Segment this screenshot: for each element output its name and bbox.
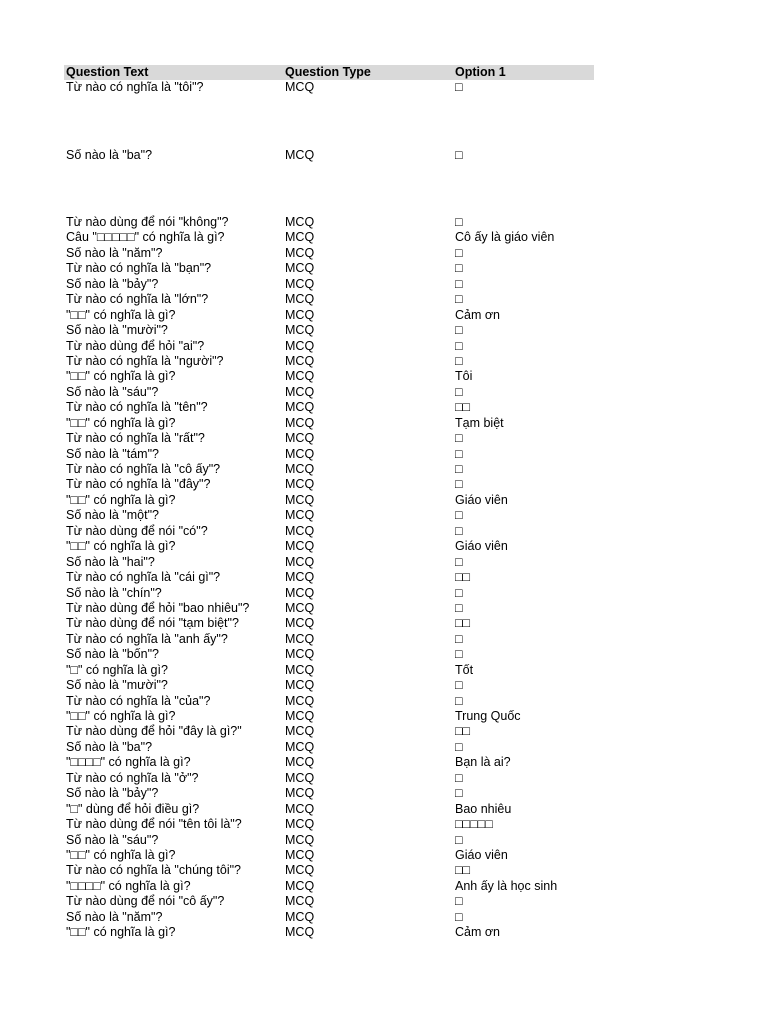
table-row — [64, 339, 594, 354]
option-1-cell: Bao nhiêu — [455, 801, 512, 816]
question-type-cell: MCQ — [285, 925, 315, 940]
table-row — [64, 833, 594, 848]
option-1-cell: □□ — [455, 724, 471, 739]
table-row — [64, 323, 594, 338]
table-row — [64, 863, 594, 878]
table-row — [64, 539, 594, 554]
question-text-cell: Từ nào dùng để nói "cô ấy"? — [66, 894, 225, 909]
question-type-cell: MCQ — [285, 585, 315, 600]
option-1-cell: Giáo viên — [455, 492, 508, 507]
question-text-cell: Số nào là "sáu"? — [66, 384, 159, 399]
question-text-cell: Số nào là "bảy"? — [66, 276, 159, 291]
question-type-cell: MCQ — [285, 292, 315, 307]
option-1-cell: □ — [455, 147, 463, 162]
question-type-cell: MCQ — [285, 353, 315, 368]
option-1-cell: □ — [455, 739, 463, 754]
question-text-cell: Số nào là "tám"? — [66, 446, 159, 461]
question-text-cell: Từ nào dùng để hỏi "ai"? — [66, 338, 205, 353]
question-text-cell: "□□" có nghĩa là gì? — [66, 307, 176, 322]
table-row — [64, 354, 594, 369]
question-text-cell: Từ nào dùng để hỏi "đây là gì?" — [66, 724, 242, 739]
option-1-cell: Tạm biệt — [455, 415, 504, 430]
question-text-cell: Từ nào có nghĩa là "ở"? — [66, 770, 199, 785]
question-type-cell: MCQ — [285, 570, 315, 585]
table-row — [64, 925, 594, 940]
question-type-cell: MCQ — [285, 786, 315, 801]
option-1-cell: Tốt — [455, 662, 474, 677]
option-1-cell: Giáo viên — [455, 539, 508, 554]
question-type-cell: MCQ — [285, 384, 315, 399]
question-type-cell: MCQ — [285, 477, 315, 492]
question-type-cell: MCQ — [285, 709, 315, 723]
option-1-cell: □ — [455, 508, 463, 523]
option-1-cell: □ — [455, 770, 463, 785]
table-row — [64, 740, 594, 755]
question-text-cell: Từ nào có nghĩa là "lớn"? — [66, 292, 209, 307]
question-type-cell: MCQ — [285, 431, 315, 446]
table-row — [64, 724, 594, 739]
table-row — [64, 647, 594, 662]
option-1-cell: □ — [455, 647, 463, 662]
option-1-cell: □ — [455, 894, 463, 909]
question-type-cell: MCQ — [285, 801, 315, 816]
table-row — [64, 400, 594, 415]
question-text-cell: "□□" có nghĩa là gì? — [66, 925, 176, 940]
question-type-cell: MCQ — [285, 307, 315, 322]
option-1-cell: □ — [455, 786, 463, 801]
table-row — [64, 385, 594, 400]
question-text-cell: Từ nào dùng để nói "có"? — [66, 523, 208, 538]
table-row — [64, 848, 594, 863]
table-row — [64, 570, 594, 585]
table-row — [64, 508, 594, 523]
question-text-cell: Số nào là "ba"? — [66, 147, 153, 162]
option-1-cell: □ — [455, 446, 463, 461]
question-text-cell: Số nào là "chín"? — [66, 585, 162, 600]
question-type-cell: MCQ — [285, 600, 315, 615]
table-row — [64, 277, 594, 292]
table-row — [64, 369, 594, 384]
option-1-cell: □ — [455, 631, 463, 646]
option-1-cell: Bạn là ai? — [455, 755, 511, 770]
header-option-1: Option 1 — [455, 65, 506, 79]
question-type-cell: MCQ — [285, 894, 315, 909]
table-row — [64, 879, 594, 894]
option-1-cell: □ — [455, 80, 463, 94]
question-type-cell: MCQ — [285, 554, 315, 569]
question-type-cell: MCQ — [285, 230, 315, 245]
option-1-cell: Giáo viên — [455, 847, 508, 862]
question-text-cell: Từ nào có nghĩa là "tôi"? — [66, 80, 204, 94]
spreadsheet — [64, 65, 594, 941]
table-row — [64, 616, 594, 631]
question-text-cell: Từ nào có nghĩa là "cái gì"? — [66, 570, 221, 585]
table-row — [64, 601, 594, 616]
question-type-cell: MCQ — [285, 847, 315, 862]
table-row — [64, 694, 594, 709]
option-1-cell: □ — [455, 245, 463, 260]
table-row — [64, 462, 594, 477]
question-type-cell: MCQ — [285, 369, 315, 384]
option-1-cell: □ — [455, 909, 463, 924]
option-1-cell: □ — [455, 523, 463, 538]
header-row — [64, 65, 594, 80]
option-1-cell: □ — [455, 693, 463, 708]
table-row — [64, 148, 594, 216]
question-type-cell: MCQ — [285, 446, 315, 461]
option-1-cell: □□ — [455, 570, 471, 585]
option-1-cell: □□ — [455, 863, 471, 878]
question-text-cell: Từ nào có nghĩa là "cô ấy"? — [66, 462, 221, 476]
option-1-cell: □□□□□ — [455, 817, 493, 832]
option-1-cell: □ — [455, 554, 463, 569]
question-type-cell: MCQ — [285, 770, 315, 785]
table-row — [64, 910, 594, 925]
question-type-cell: MCQ — [285, 323, 315, 338]
table-row — [64, 786, 594, 801]
question-text-cell: "□□" có nghĩa là gì? — [66, 369, 176, 384]
table-row — [64, 555, 594, 570]
option-1-cell: □ — [455, 585, 463, 600]
question-type-cell: MCQ — [285, 678, 315, 693]
question-type-cell: MCQ — [285, 631, 315, 646]
question-text-cell: Từ nào dùng để nói "tạm biệt"? — [66, 616, 239, 631]
question-type-cell: MCQ — [285, 415, 315, 430]
table-row — [64, 755, 594, 770]
question-type-cell: MCQ — [285, 616, 315, 631]
option-1-cell: □ — [455, 431, 463, 446]
question-text-cell: Từ nào có nghĩa là "chúng tôi"? — [66, 863, 241, 878]
table-row — [64, 308, 594, 323]
option-1-cell: □ — [455, 261, 463, 276]
table-row — [64, 431, 594, 446]
option-1-cell: □ — [455, 292, 463, 307]
question-text-cell: Từ nào dùng để nói "không"? — [66, 215, 229, 229]
header-question-type: Question Type — [285, 65, 371, 79]
question-type-cell: MCQ — [285, 523, 315, 538]
question-text-cell: "□" có nghĩa là gì? — [66, 662, 168, 677]
question-type-cell: MCQ — [285, 400, 315, 415]
option-1-cell: □□ — [455, 616, 471, 631]
question-type-cell: MCQ — [285, 215, 315, 229]
question-text-cell: "□□" có nghĩa là gì? — [66, 415, 176, 430]
question-text-cell: Số nào là "hai"? — [66, 554, 155, 569]
table-row — [64, 524, 594, 539]
option-1-cell: □ — [455, 323, 463, 338]
table-row — [64, 632, 594, 647]
question-text-cell: "□□" có nghĩa là gì? — [66, 492, 176, 507]
option-1-cell: Cô ấy là giáo viên — [455, 230, 555, 245]
option-1-cell: Trung Quốc — [455, 709, 521, 723]
question-type-cell: MCQ — [285, 909, 315, 924]
question-type-cell: MCQ — [285, 878, 315, 893]
option-1-cell: □ — [455, 600, 463, 615]
question-type-cell: MCQ — [285, 817, 315, 832]
question-text-cell: Số nào là "sáu"? — [66, 832, 159, 847]
table-row — [64, 663, 594, 678]
table-row — [64, 678, 594, 693]
table-row — [64, 292, 594, 307]
question-text-cell: Câu "□□□□□" có nghĩa là gì? — [66, 230, 225, 245]
question-type-cell: MCQ — [285, 724, 315, 739]
question-text-cell: "□□□□" có nghĩa là gì? — [66, 755, 191, 770]
table-row — [64, 215, 594, 230]
question-text-cell: Từ nào có nghĩa là "anh ấy"? — [66, 631, 228, 646]
question-text-cell: Số nào là "một"? — [66, 508, 159, 523]
question-text-cell: Từ nào dùng để nói "tên tôi là"? — [66, 817, 242, 832]
question-text-cell: Số nào là "mười"? — [66, 678, 168, 693]
question-text-cell: "□□□□" có nghĩa là gì? — [66, 878, 191, 893]
table-row — [64, 817, 594, 832]
question-type-cell: MCQ — [285, 662, 315, 677]
table-row — [64, 771, 594, 786]
question-text-cell: Từ nào có nghĩa là "rất"? — [66, 431, 205, 446]
question-type-cell: MCQ — [285, 539, 315, 554]
question-text-cell: Số nào là "bảy"? — [66, 786, 159, 801]
question-type-cell: MCQ — [285, 338, 315, 353]
question-text-cell: Số nào là "mười"? — [66, 323, 168, 338]
question-type-cell: MCQ — [285, 80, 315, 94]
question-text-cell: Từ nào có nghĩa là "bạn"? — [66, 261, 212, 276]
table-row — [64, 477, 594, 492]
option-1-cell: □ — [455, 338, 463, 353]
question-type-cell: MCQ — [285, 492, 315, 507]
table-row — [64, 802, 594, 817]
question-text-cell: Từ nào có nghĩa là "đây"? — [66, 477, 211, 492]
header-question-text: Question Text — [66, 65, 149, 79]
question-text-cell: "□□" có nghĩa là gì? — [66, 709, 176, 723]
option-1-cell: □ — [455, 462, 463, 476]
table-row — [64, 261, 594, 276]
question-type-cell: MCQ — [285, 647, 315, 662]
question-type-cell: MCQ — [285, 462, 315, 476]
question-type-cell: MCQ — [285, 755, 315, 770]
option-1-cell: □ — [455, 353, 463, 368]
question-text-cell: Số nào là "bốn"? — [66, 647, 159, 662]
table-body — [64, 80, 594, 941]
question-type-cell: MCQ — [285, 261, 315, 276]
option-1-cell: Cảm ơn — [455, 307, 501, 322]
question-type-cell: MCQ — [285, 276, 315, 291]
option-1-cell: Tôi — [455, 369, 473, 384]
table-row — [64, 586, 594, 601]
table-row — [64, 80, 594, 148]
option-1-cell: Cảm ơn — [455, 925, 501, 940]
question-text-cell: "□□" có nghĩa là gì? — [66, 539, 176, 554]
question-type-cell: MCQ — [285, 245, 315, 260]
question-text-cell: Số nào là "ba"? — [66, 739, 153, 754]
question-type-cell: MCQ — [285, 863, 315, 878]
question-type-cell: MCQ — [285, 508, 315, 523]
question-text-cell: Từ nào có nghĩa là "của"? — [66, 693, 211, 708]
question-text-cell: Số nào là "năm"? — [66, 909, 163, 924]
table-row — [64, 230, 594, 245]
table-row — [64, 709, 594, 724]
question-text-cell: "□" dùng để hỏi điều gì? — [66, 801, 200, 816]
table-row — [64, 493, 594, 508]
question-text-cell: Từ nào có nghĩa là "người"? — [66, 353, 224, 368]
question-text-cell: Số nào là "năm"? — [66, 245, 163, 260]
question-text-cell: Từ nào dùng để hỏi "bao nhiêu"? — [66, 600, 250, 615]
table-row — [64, 894, 594, 909]
option-1-cell: Anh ấy là học sinh — [455, 878, 558, 893]
question-type-cell: MCQ — [285, 832, 315, 847]
option-1-cell: □□ — [455, 400, 471, 415]
question-text-cell: Từ nào có nghĩa là "tên"? — [66, 400, 208, 415]
option-1-cell: □ — [455, 384, 463, 399]
question-type-cell: MCQ — [285, 693, 315, 708]
table-row — [64, 416, 594, 431]
table-row — [64, 246, 594, 261]
option-1-cell: □ — [455, 832, 463, 847]
question-type-cell: MCQ — [285, 147, 315, 162]
option-1-cell: □ — [455, 678, 463, 693]
option-1-cell: □ — [455, 477, 463, 492]
option-1-cell: □ — [455, 276, 463, 291]
table-row — [64, 447, 594, 462]
option-1-cell: □ — [455, 215, 463, 229]
question-text-cell: "□□" có nghĩa là gì? — [66, 847, 176, 862]
question-type-cell: MCQ — [285, 739, 315, 754]
